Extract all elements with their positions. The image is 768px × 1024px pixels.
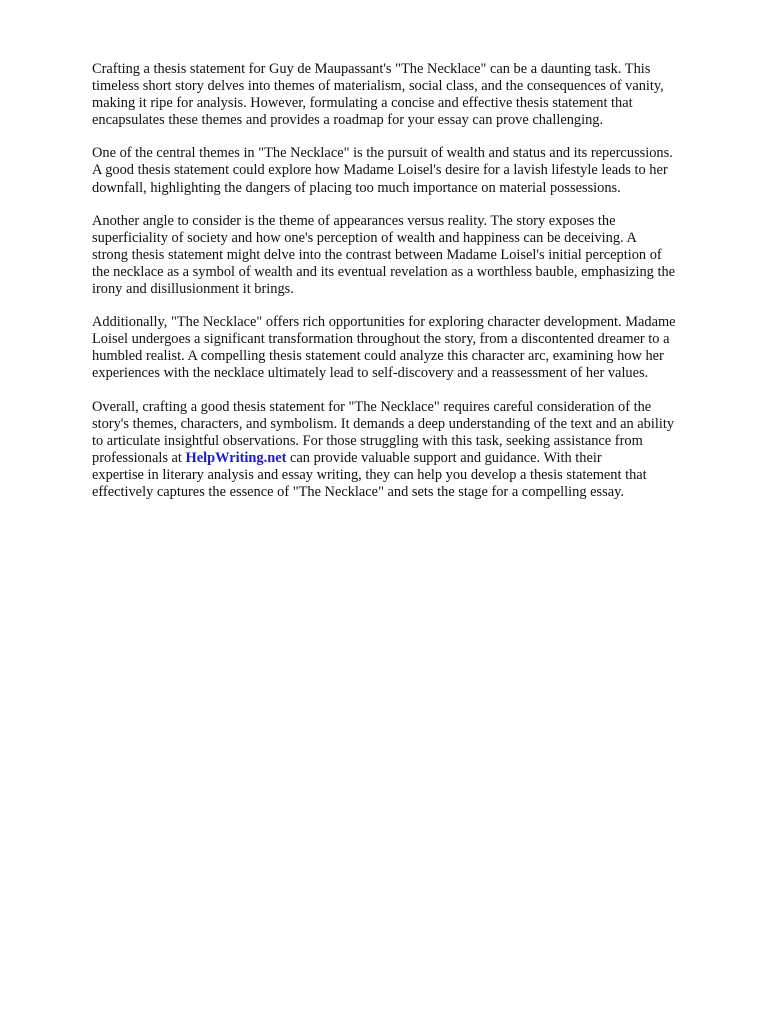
paragraph-appearances-reality: Another angle to consider is the theme of appearances versus reality. The story exposes the superficiality of society and how one's perception of wealth and happiness can be deceiving. A strong thesis statement might delve into the contrast between Madame Loisel's initial perception of the necklace as a symbol of wealth and its eventual revelation as a worthless bauble, emphasizing the irony and disillusionment it brings. bbox=[92, 212, 676, 298]
paragraph-character-development: Additionally, "The Necklace" offers rich opportunities for exploring character development. Madame Loisel undergoes a significant transformation throughout the story, from a discontented dreamer to a humbled realist. A compelling thesis statement could analyze this character arc, examining how her experiences with the necklace ultimately lead to self-discovery and a reassessment of her values. bbox=[92, 314, 676, 382]
conclusion-text-before-link: Overall, crafting a good thesis statement for "The Necklace" requires careful consideration of the story's themes, characters, and symbolism. It demands a deep understanding of the text and an ability to articulate insightful observations. For those struggling with this task, seeking assistance from professionals at bbox=[92, 398, 675, 466]
helpwriting-link[interactable]: HelpWriting.net bbox=[185, 449, 287, 466]
paragraph-intro: Crafting a thesis statement for Guy de Maupassant's "The Necklace" can be a daunting task. This timeless short story delves into themes of materialism, social class, and the consequences of vanity, making it ripe for analysis. However, formulating a concise and effective thesis statement that encapsulates these themes and provides a roadmap for your essay can prove challenging. bbox=[92, 61, 664, 129]
conclusion-text-after-link: can provide valuable support and guidance. With their expertise in literary analysis and essay writing, they can help you develop a thesis statement that effectively captures the essence of "The Necklace" and sets the stage for a compelling essay. bbox=[92, 449, 647, 500]
paragraph-conclusion bbox=[92, 399, 728, 502]
paragraph-wealth-status: One of the central themes in "The Necklace" is the pursuit of wealth and status and its repercussions. A good thesis statement could explore how Madame Loisel's desire for a lavish lifestyle leads to her downfall, highlighting the dangers of placing too much importance on material possessions. bbox=[92, 145, 673, 196]
document-body bbox=[92, 61, 728, 517]
